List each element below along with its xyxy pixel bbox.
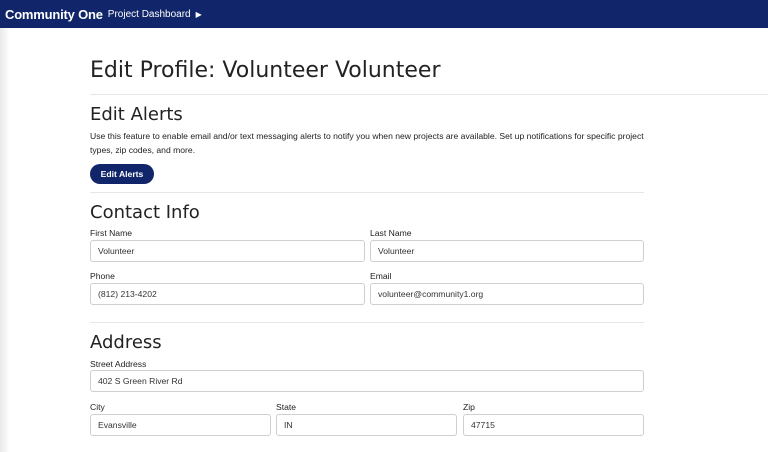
alerts-description: Use this feature to enable email and/or text messaging alerts to notify you when new projects are available. Set up notifications for specific project types, zip codes, and more. [90, 131, 644, 155]
brand-logo[interactable]: Community One [5, 6, 103, 22]
contact-section-title: Contact Info [90, 202, 200, 223]
left-edge-shadow [0, 28, 10, 452]
street-address-field[interactable] [90, 370, 644, 392]
street-address-label: Street Address [90, 359, 147, 369]
city-label: City [90, 402, 105, 412]
state-label: State [276, 402, 297, 412]
caret-right-icon[interactable]: ▶ [195, 9, 202, 19]
page-title: Edit Profile: Volunteer Volunteer [90, 58, 441, 83]
phone-field[interactable] [90, 283, 365, 305]
breadcrumb-project-dashboard[interactable]: Project Dashboard [107, 8, 191, 20]
phone-label: Phone [90, 271, 115, 281]
state-field[interactable] [276, 414, 457, 436]
divider [90, 322, 644, 323]
divider [90, 94, 768, 95]
zip-label: Zip [463, 402, 475, 412]
edit-alerts-button[interactable]: Edit Alerts [90, 164, 154, 184]
first-name-field[interactable] [90, 240, 365, 262]
first-name-label: First Name [90, 228, 133, 238]
last-name-field[interactable] [370, 240, 644, 262]
alerts-section-title: Edit Alerts [90, 104, 183, 125]
city-field[interactable] [90, 414, 271, 436]
email-label: Email [370, 271, 392, 281]
zip-field[interactable] [463, 414, 644, 436]
last-name-label: Last Name [370, 228, 412, 238]
top-nav-bar [0, 0, 768, 28]
email-field[interactable] [370, 283, 644, 305]
divider [90, 192, 644, 193]
address-section-title: Address [90, 332, 162, 353]
